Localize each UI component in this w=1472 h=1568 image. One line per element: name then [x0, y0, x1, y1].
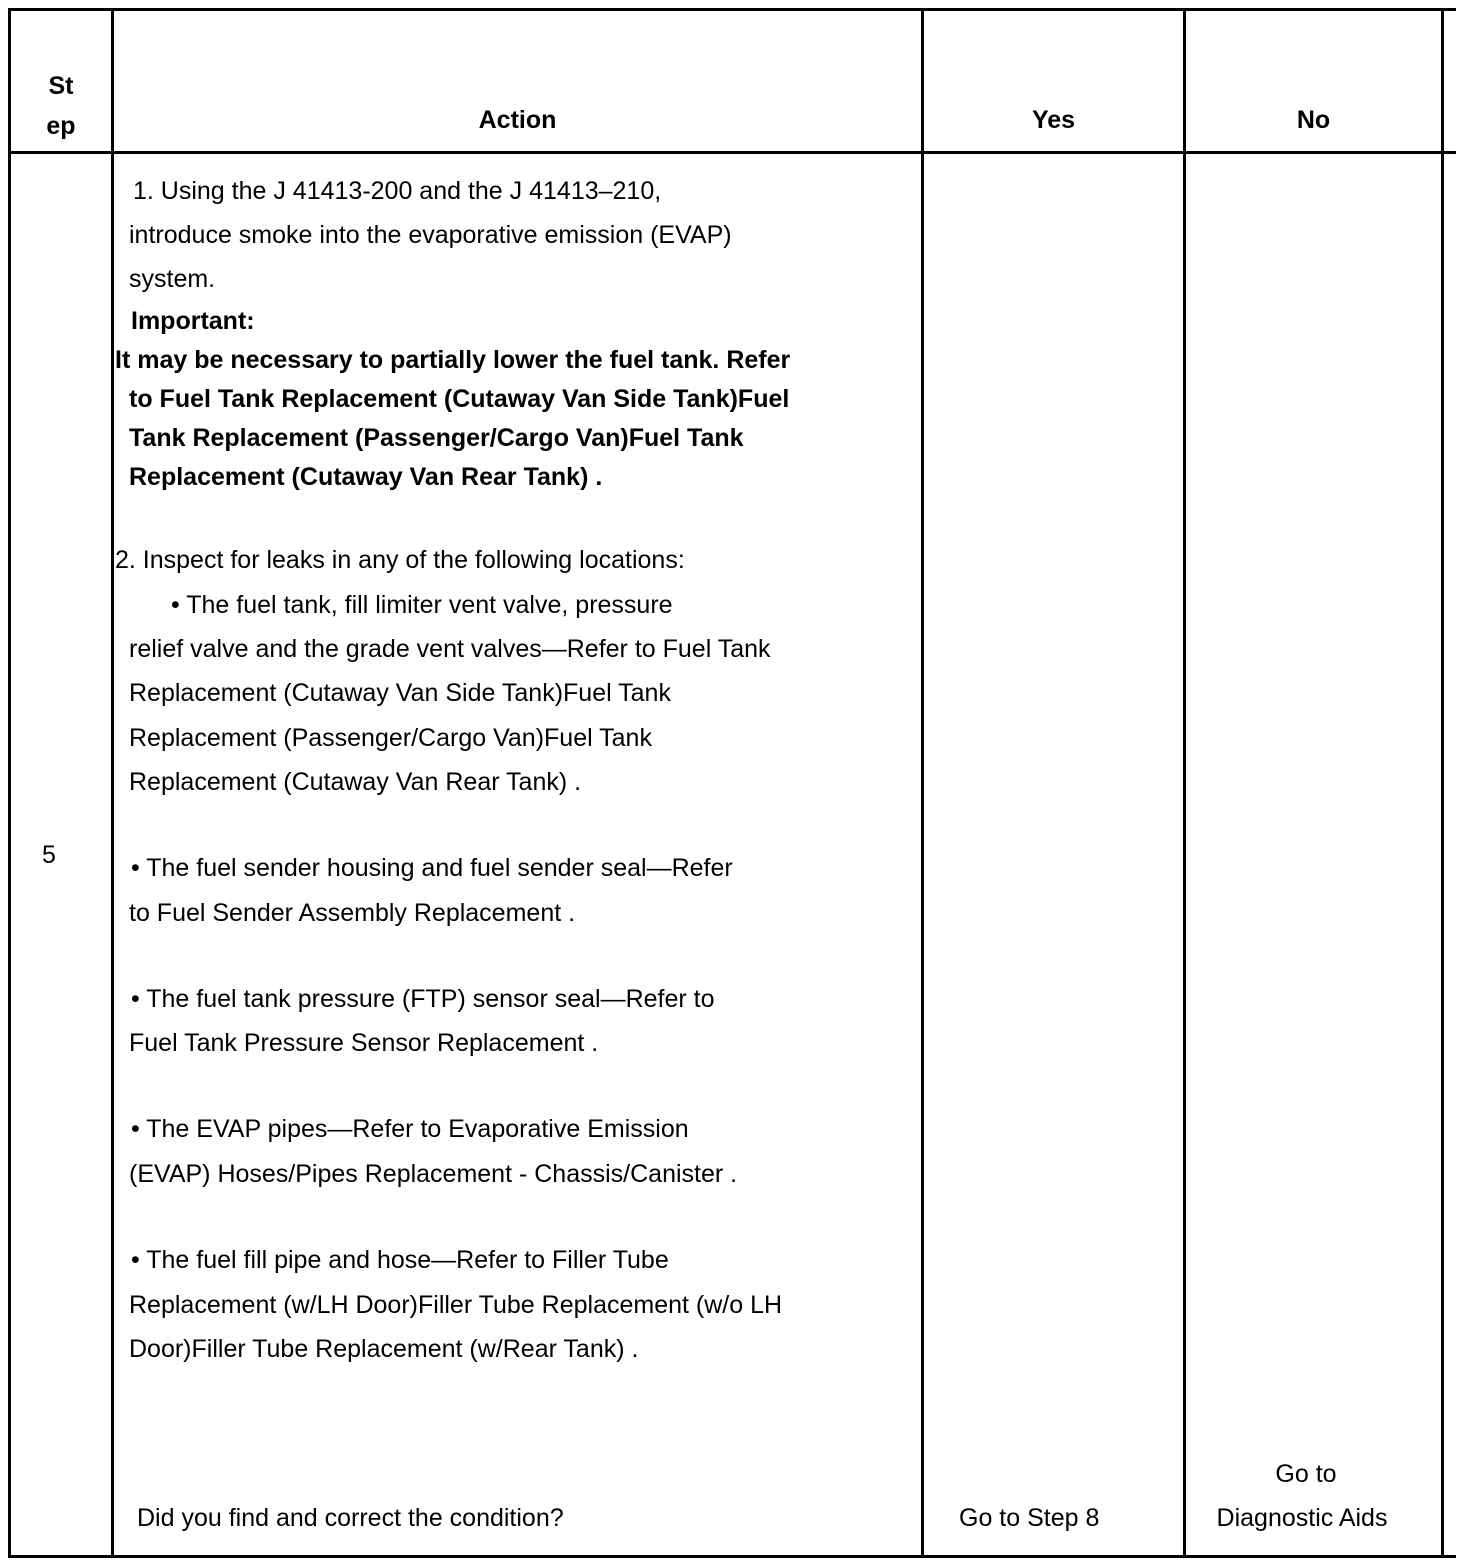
important-text: Replacement (Cutaway Van Rear Tank) . [129, 463, 603, 491]
bullet-line: • The fuel fill pipe and hose—Refer to Filler Tube [131, 1246, 669, 1274]
step-number: 5 [42, 841, 56, 869]
action-line: system. [129, 265, 216, 293]
bullet-line: Door)Filler Tube Replacement (w/Rear Tank) . [129, 1335, 639, 1363]
important-text: Tank Replacement (Passenger/Cargo Van)Fuel Tank [129, 424, 744, 452]
header-no: No [1296, 106, 1331, 134]
bullet-line: (EVAP) Hoses/Pipes Replacement - Chassis/Canister . [129, 1160, 738, 1188]
important-label: Important: [131, 307, 255, 335]
bullet-line: Replacement (Cutaway Van Side Tank)Fuel Tank [129, 679, 671, 707]
column-divider-action [921, 8, 924, 1558]
action-line: introduce smoke into the evaporative emission (EVAP) [129, 221, 732, 249]
bullet-line: • The EVAP pipes—Refer to Evaporative Emission [131, 1115, 689, 1143]
header-step-line1: St [48, 72, 74, 100]
bullet-line: relief valve and the grade vent valves—Refer to Fuel Tank [129, 635, 771, 663]
header-yes: Yes [1031, 106, 1076, 134]
column-divider-step [111, 8, 114, 1558]
yes-result: Go to Step 8 [959, 1504, 1100, 1532]
bullet-line: Replacement (Passenger/Cargo Van)Fuel Tank [129, 724, 652, 752]
header-divider [8, 151, 1456, 154]
column-divider-no [1441, 8, 1444, 1558]
question-text: Did you find and correct the condition? [137, 1504, 564, 1532]
bullet-line: • The fuel sender housing and fuel sender seal—Refer [131, 854, 733, 882]
no-result-line1: Go to [1275, 1460, 1337, 1488]
important-text: It may be necessary to partially lower the fuel tank. Refer [115, 346, 791, 374]
bullet-line: Replacement (w/LH Door)Filler Tube Replacement (w/o LH [129, 1291, 783, 1319]
bullet-line: Replacement (Cutaway Van Rear Tank) . [129, 768, 582, 796]
important-text: to Fuel Tank Replacement (Cutaway Van Side Tank)Fuel [129, 385, 790, 413]
bullet-line: to Fuel Sender Assembly Replacement . [129, 899, 576, 927]
header-step [11, 66, 111, 146]
column-divider-yes [1183, 8, 1186, 1558]
bullet-line: • The fuel tank pressure (FTP) sensor seal—Refer to [131, 985, 715, 1013]
bullet-line: Fuel Tank Pressure Sensor Replacement . [129, 1029, 599, 1057]
bullet-line: • The fuel tank, fill limiter vent valve, pressure [171, 591, 673, 619]
header-step-line2: ep [46, 112, 76, 140]
no-result-line2: Diagnostic Aids [1216, 1504, 1388, 1532]
action-line: 1. Using the J 41413-200 and the J 41413–210, [133, 177, 662, 205]
action-line: 2. Inspect for leaks in any of the following locations: [115, 546, 685, 574]
header-action: Action [478, 106, 557, 134]
